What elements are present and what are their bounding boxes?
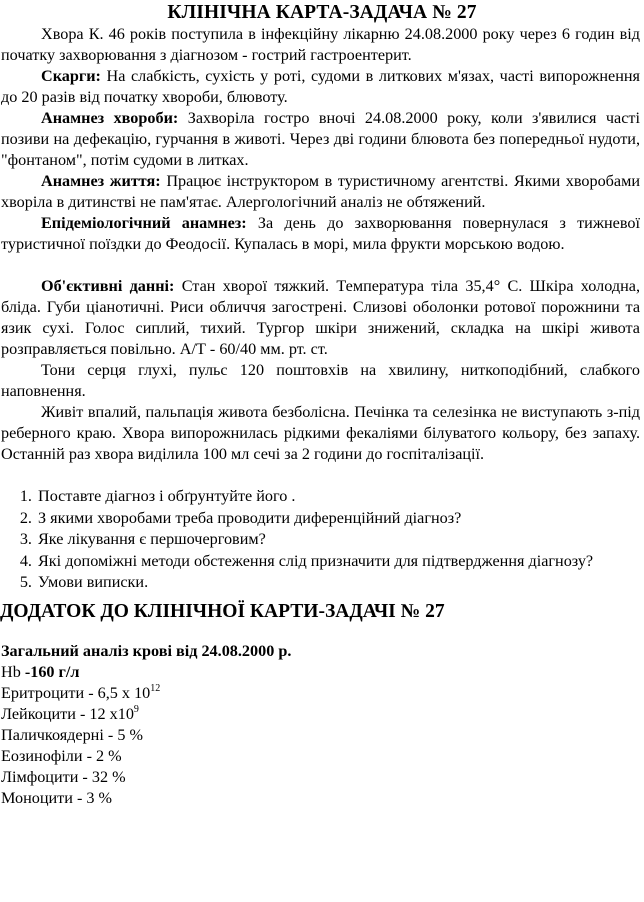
question-item: 3. Яке лікування є першочерговим? [36, 529, 640, 551]
blood-eos-row [0, 746, 644, 767]
abdomen-paragraph: Живіт впалий, пальпація живота безболісна. Печінка та селезінка не виступають з-під реберного краю. Хвора випорожнилась рідкими фекаліями білуватого кольору, без запаху. Останній раз хвора виділила 100 мл сечі за 2 години до госпіталізації. [1, 403, 640, 463]
document-title: КЛІНІЧНА КАРТА-ЗАДАЧА № 27 [167, 2, 477, 23]
rbc-label: Еритроцити [1, 683, 85, 702]
spacer [0, 624, 644, 641]
wbc-exponent: 9 [133, 703, 139, 715]
intro-paragraph: Хвора К. 46 років поступила в інфекційну лікарню 24.08.2000 року через 6 годин від початку захворювання з діагнозом - гострий гастроентерит. [1, 25, 640, 64]
heart-paragraph: Тони серця глухі, пульс 120 поштовхів на хвилину, ниткоподібний, слабкого наповнення. [1, 361, 640, 400]
blood-band-row [0, 725, 644, 746]
epid-history-text: За день до захворювання повернулася з тижневої туристичної поїздки до Феодосії. Купалась в морі, мила фрукти морською водою. [1, 214, 640, 253]
blood-test-heading: Загальний аналіз крові від 24.08.2000 р. [1, 641, 292, 660]
question-item: 5. Умови виписки. [36, 572, 640, 594]
wbc-label: Лейкоцити [1, 704, 76, 723]
blood-rbc-row [0, 683, 644, 704]
rbc-value: - 6,5 х 10 [84, 683, 151, 702]
history-life-label: Анамнез життя: [41, 172, 161, 190]
blood-hb-row [0, 662, 644, 683]
objective-label: Об'єктивні данні: [41, 277, 175, 295]
history-disease-text: Захворіла гостро вночі 24.08.2000 року, коли з'явилися часті позиви на дефекацію, гурчання в животі. Через дві години блювота без попередньої нудоти, "фонтаном", потім судоми в литках. [1, 109, 640, 169]
history-life-text: Працює інструктором в туристичному агентстві. Якими хворобами хворіла в дитинстві не пам'ятає. Алергологічний аналіз не обтяжений. [1, 172, 640, 211]
hb-value: -160 г/л [20, 662, 80, 681]
spacer [0, 255, 644, 276]
appendix-title: ДОДАТОК ДО КЛІНІЧНОЇ КАРТИ-ЗАДАЧІ № 27 [0, 600, 445, 622]
blood-wbc-row [0, 704, 644, 725]
eos-label: Еозинофіли [1, 746, 83, 765]
objective-text: Стан хворої тяжкий. Температура тіла 35,4° С. Шкіра холодна, бліда. Губи ціанотичні. Риси обличчя загострені. Слизові оболонки ротової порожнини та язик сухі. Голос сиплий, тихий. Тургор шкіри знижений, складка на шкірі живота розправляється повільно. А/Т - 60/40 мм. рт. ст. [1, 277, 640, 358]
complaints-label: Скарги: [41, 67, 101, 85]
complaints-paragraph [0, 66, 644, 108]
question-item: 2. З якими хворобами треба проводити диференційний діагноз? [36, 508, 640, 530]
blood-mono-row [0, 788, 644, 809]
history-disease-paragraph [0, 108, 644, 171]
lym-label: Лімфоцити [1, 767, 79, 786]
wbc-value: - 12 х10 [75, 704, 134, 723]
mono-label: Моноцити [1, 788, 73, 807]
epid-history-paragraph [0, 213, 644, 255]
blood-lym-row [0, 767, 644, 788]
band-value: - 5 % [103, 725, 143, 744]
eos-value: - 2 % [82, 746, 122, 765]
history-life-paragraph [0, 171, 644, 213]
question-item: 1. Поставте діагноз і обґрунтуйте його . [36, 486, 640, 508]
epid-history-label: Епідеміологічний анамнез: [41, 214, 247, 232]
questions-list [0, 486, 644, 594]
band-label: Паличкоядерні [1, 725, 104, 744]
objective-paragraph [0, 276, 644, 360]
spacer [0, 465, 644, 486]
hb-label: Нb [1, 662, 21, 681]
history-disease-label: Анамнез хвороби: [41, 109, 179, 127]
complaints-text: На слабкість, сухість у роті, судоми в литкових м'язах, часті випорожнення до 20 разів від початку хвороби, блювоту. [1, 67, 640, 106]
question-item: 4. Які допоміжні методи обстеження слід призначити для підтвердження діагнозу? [36, 551, 640, 573]
mono-value: - 3 % [72, 788, 113, 807]
rbc-exponent: 12 [150, 682, 161, 694]
lym-value: - 32 % [78, 767, 126, 786]
